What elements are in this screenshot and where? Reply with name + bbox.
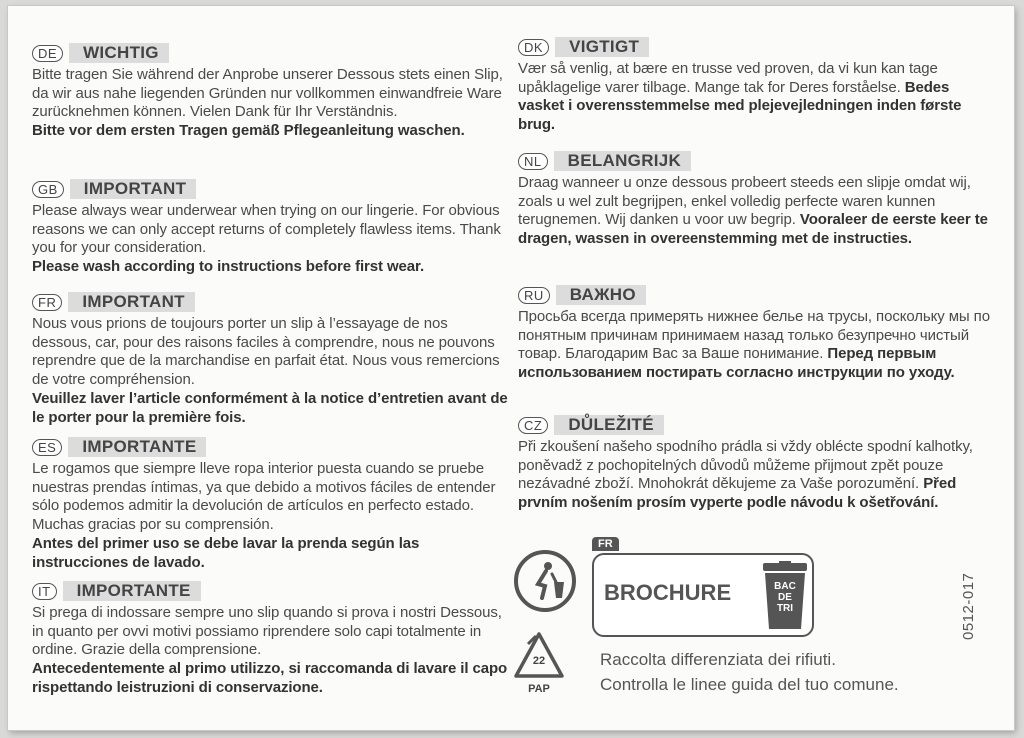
recycling-note	[600, 647, 899, 697]
section-body	[518, 438, 998, 513]
recycling-note-line: Controlla le linee guida del tuo comune.	[600, 675, 899, 694]
language-code: DE	[32, 45, 63, 62]
body-text: Please always wear underwear when trying on our lingerie. For obvious reasons we can only accept returns of completely flawless items. Thank you for your consideration.	[32, 202, 501, 257]
body-bold-text: Antes del primer uso se debe lavar la prenda según las instrucciones de lavado.	[32, 534, 420, 571]
section-title: WICHTIG	[69, 43, 169, 63]
section-header	[32, 178, 510, 200]
section-title: DŮLEŽITÉ	[554, 415, 664, 435]
body-bold-text: Před prvním nošením prosím vyperte podle návodu k ošetřování.	[518, 475, 957, 512]
section-body	[32, 315, 510, 427]
section-body	[32, 66, 510, 141]
product-code: 0512-017	[960, 572, 977, 640]
section-nl	[518, 150, 998, 249]
bin-label-line: BAC	[774, 581, 796, 592]
body-bold-text: Veuillez laver l’article conformément à la notice d’entretien avant de le porter pour la première fois.	[32, 389, 508, 426]
body-bold-text: Bitte vor dem ersten Tragen gemäß Pflegeanleitung waschen.	[32, 122, 465, 140]
body-bold-text: Vooraleer de eerste keer te dragen, wassen in overeenstemming met de instructies.	[518, 211, 988, 248]
language-code: NL	[518, 153, 548, 170]
body-text: Si prega di indossare sempre uno slip quando si prova i nostri Dessous, in quanto per ovvi motivi possiamo riprendere solo capi totalmente in ordine. Grazie della comprensione.	[32, 604, 502, 659]
body-bold-text: Antecedentemente al primo utilizzo, si raccomanda di lavare il capo rispettando leistruzioni di conservazione.	[32, 660, 508, 696]
bin-label-line: DE	[778, 592, 792, 603]
recycling-bin-icon	[759, 561, 811, 631]
section-title: BELANGRIJK	[554, 151, 692, 171]
body-bold-text: Bedes vasket i overensstemmelse med plejevejledningen inden første brug.	[518, 78, 962, 134]
section-body	[32, 604, 510, 698]
recycling-block	[510, 535, 980, 705]
trash-person-icon	[512, 548, 578, 614]
brochure-label: BROCHURE	[604, 580, 732, 605]
body-text: Při zkoušení našeho spodního prádla si vždy oblécte spodní kalhotky, poněvadž z pochopitelných důvodů můžeme přijmout zpět pouze nezávadné zboží. Mnohokrát děkujeme za Vaše porozumění.	[518, 438, 973, 493]
body-bold-text: Please wash according to instructions before first wear.	[32, 258, 425, 276]
section-header	[32, 291, 510, 313]
body-bold-text: Перед первым использованием постирать согласно инструкции по уходу.	[518, 345, 955, 382]
section-de	[32, 42, 510, 141]
section-title: IMPORTANTE	[63, 581, 201, 601]
section-body	[518, 174, 998, 249]
section-header	[518, 414, 998, 436]
language-code: ES	[32, 439, 62, 456]
section-title: ВАЖНО	[556, 285, 646, 305]
language-code: RU	[518, 287, 550, 304]
section-dk	[518, 36, 998, 135]
language-code: GB	[32, 181, 64, 198]
language-code: CZ	[518, 417, 548, 434]
country-tab: FR	[592, 537, 619, 551]
recycling-note-line: Raccolta differenziata dei rifiuti.	[600, 650, 836, 669]
language-code: DK	[518, 39, 549, 56]
bin-label	[759, 581, 811, 614]
section-it	[32, 580, 510, 698]
section-ru	[518, 284, 998, 383]
body-text: Nous vous prions de toujours porter un slip à l’essayage de nos dessous, car, pour des raisons faciles à comprendre, nous ne pouvons reprendre que de la marchandise en parfait état. Nous vous remercions de votre compréhension.	[32, 315, 500, 389]
body-text: Bitte tragen Sie während der Anprobe unserer Dessous stets einen Slip, da wir aus nahe liegenden Gründen nur vollkommen einwandfreie Ware zurücknehmen können. Vielen Dank für Ihr Verständnis.	[32, 66, 503, 121]
section-body	[518, 308, 998, 383]
language-code: FR	[32, 294, 62, 311]
section-cz	[518, 414, 998, 513]
body-text: Просьба всегда примерять нижнее белье на трусы, поскольку мы по понятным причинам принимаем назад только безупречно чистый товар. Благодарим Вас за Ваше понимание.	[518, 308, 990, 363]
body-text: Vær så venlig, at bære en trusse ved proven, da vi kun kan tage upåklagelige varer tilbage. Mange tak for Deres forståelse.	[518, 60, 938, 96]
bin-label-line: TRI	[776, 603, 794, 614]
section-header	[32, 580, 510, 602]
section-es	[32, 436, 510, 572]
section-body	[518, 60, 998, 135]
language-code: IT	[32, 583, 57, 600]
brochure-badge	[592, 553, 814, 637]
body-text: Draag wanneer u onze dessous probeert steeds een slipje omdat wij, zoals u wel zult begrijpen, enkel volledig perfecte waren kunnen terugnemen. Wij danken u voor uw begrip.	[518, 174, 971, 229]
pap-number: 22	[532, 655, 546, 667]
section-header	[518, 284, 998, 306]
section-title: IMPORTANT	[70, 179, 196, 199]
section-gb	[32, 178, 510, 277]
section-title: IMPORTANTE	[68, 437, 206, 457]
section-body	[32, 460, 510, 572]
section-header	[32, 42, 510, 64]
section-header	[518, 150, 998, 172]
section-header	[518, 36, 998, 58]
pap-label: PAP	[528, 683, 550, 695]
body-text: Le rogamos que siempre lleve ropa interior puesta cuando se pruebe nuestras prendas íntimas, ya que debido a motivos fáciles de entender sólo podemos admitir la devolución de artículos en perfecto estado. Muchas gracias por su comprensión.	[32, 460, 496, 534]
section-title: IMPORTANT	[68, 292, 194, 312]
section-title: VIGTIGT	[555, 37, 649, 57]
section-header	[32, 436, 510, 458]
section-body	[32, 202, 510, 277]
section-fr	[32, 291, 510, 427]
